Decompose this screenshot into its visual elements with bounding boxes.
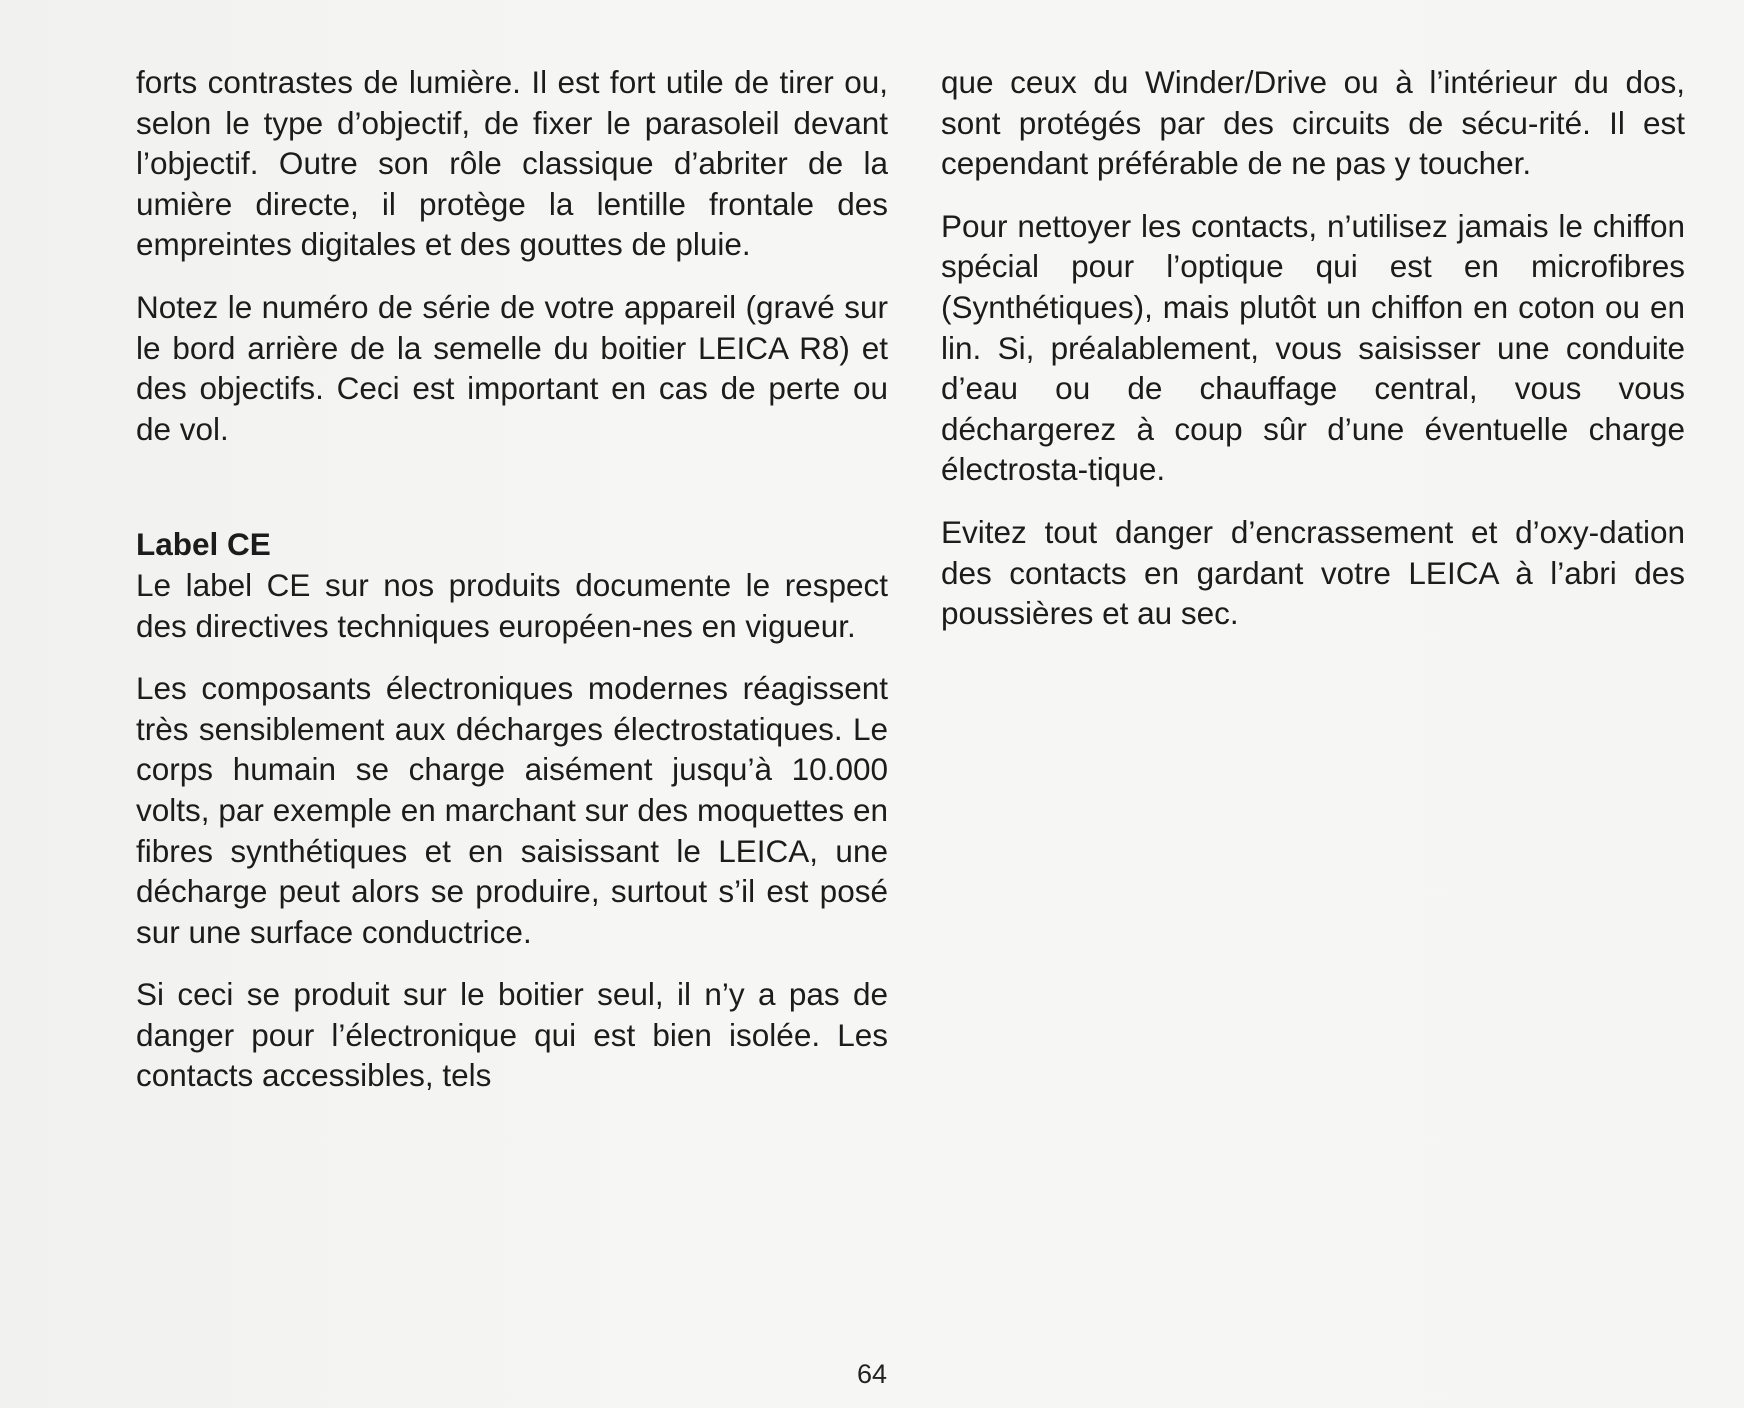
paragraph-electrostatic: Les composants électroniques modernes réagissent très sensiblement aux décharges électrostatiques. Le corps humain se charge aisément jusqu’à 10.000 volts, par exemple en marchant sur des moquettes en fibres synthétiques et en saisissant le LEICA, une décharge peut alors se produire, surtout s’il est posé sur une surface conductrice.	[136, 670, 888, 950]
paragraph-cleaning-contacts: Pour nettoyer les contacts, n’utilisez jamais le chiffon spécial pour l’optique qui est en microfibres (Synthétiques), mais plutôt un chiffon en coton ou en lin. Si, préalablement, vous saisisser une conduite d’eau ou de chauffage central, vous vous déchargerez à coup sûr d’une éventuelle charge électrosta-tique.	[941, 207, 1685, 488]
paragraph-avoid-oxidation: Evitez tout danger d’encrassement et d’oxy-dation des contacts en gardant votre LEICA à l’abri des poussières et au sec.	[941, 513, 1685, 632]
paragraph-housing-safety: Si ceci se produit sur le boitier seul, il n’y a pas de danger pour l’électronique qui est bien isolée. Les contacts accessibles, tels	[136, 976, 888, 1094]
section-heading-label-ce: Label CE	[136, 526, 271, 563]
right-column	[941, 62, 1685, 656]
paragraph-ce-label: Le label CE sur nos produits documente le respect des directives techniques européen-nes en vigueur.	[136, 566, 888, 644]
page-number: 64	[856, 1359, 888, 1389]
left-column	[136, 62, 888, 1118]
paragraph-serial-number: Notez le numéro de série de votre appareil (gravé sur le bord arrière de la semelle du boitier LEICA R8) et des objectifs. Ceci est important en cas de perte ou de vol.	[136, 288, 888, 447]
paragraph-protected-contacts: que ceux du Winder/Drive ou à l’intérieur du dos, sont protégés par des circuits de sécu-rité. Il est cependant préférable de ne pas y toucher.	[941, 64, 1685, 182]
paragraph-lens-hood: forts contrastes de lumière. Il est fort utile de tirer ou, selon le type d’objectif, de fixer le parasoleil devant l’objectif. Outre son rôle classique d’abriter de la umière directe, il protège la lentille frontale des empreintes digitales et des gouttes de pluie.	[136, 64, 888, 263]
